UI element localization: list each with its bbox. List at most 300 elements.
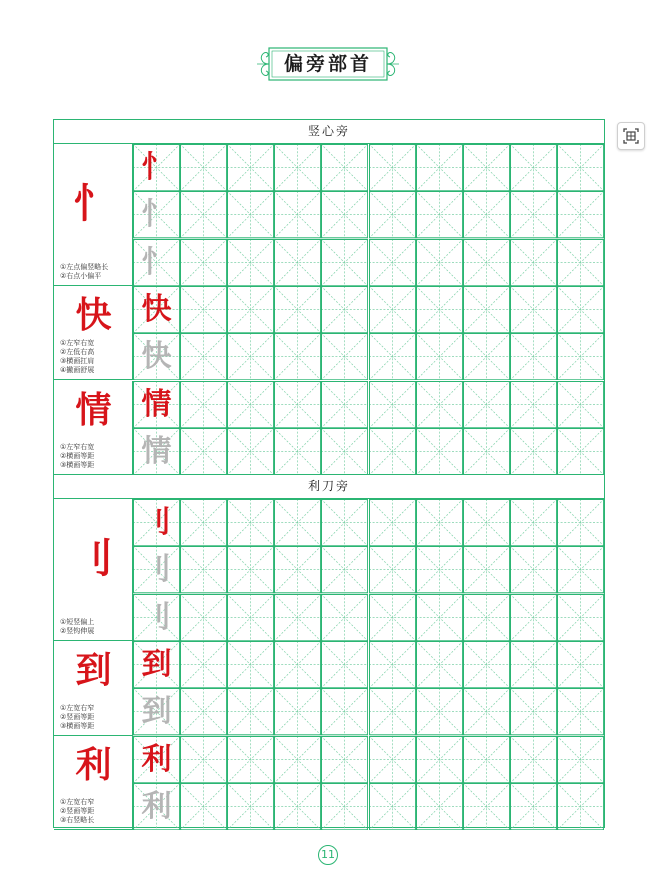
practice-cell[interactable] (557, 499, 604, 546)
mi-grid-guides (416, 333, 463, 380)
mi-grid-guides (510, 736, 557, 783)
stroke-tip: ③横画等距 (60, 721, 95, 730)
mi-grid-guides (369, 499, 416, 546)
mi-grid-guides (510, 688, 557, 735)
mi-grid-guides (369, 428, 416, 475)
practice-cell[interactable] (180, 546, 227, 593)
stroke-tip: ①左点偏竖略长 (60, 262, 109, 271)
practice-cell[interactable] (274, 688, 321, 735)
practice-cell[interactable] (321, 239, 368, 286)
model-character-panel (54, 736, 133, 831)
practice-cell[interactable] (369, 191, 416, 238)
practice-cell-example[interactable] (133, 783, 180, 830)
mi-grid-guides (369, 641, 416, 688)
practice-cell[interactable] (463, 783, 510, 830)
mi-grid-guides (227, 428, 274, 475)
mi-grid-guides (510, 428, 557, 475)
practice-cell-example[interactable] (133, 499, 180, 546)
mi-grid-guides (463, 736, 510, 783)
practice-cell[interactable] (321, 144, 368, 191)
practice-cell[interactable] (557, 239, 604, 286)
practice-cell[interactable] (557, 736, 604, 783)
practice-cell[interactable] (463, 144, 510, 191)
practice-cell[interactable] (416, 594, 463, 641)
model-character-panel (54, 286, 133, 381)
practice-cell[interactable] (321, 381, 368, 428)
practice-cell[interactable] (321, 428, 368, 475)
practice-cell[interactable] (416, 783, 463, 830)
practice-cell[interactable] (557, 286, 604, 333)
mi-grid-guides (180, 783, 227, 830)
practice-cell[interactable] (321, 499, 368, 546)
mi-grid-guides (227, 286, 274, 333)
practice-cell[interactable] (369, 783, 416, 830)
mi-grid-guides (557, 736, 604, 783)
practice-cell[interactable] (369, 286, 416, 333)
mi-grid-guides (369, 736, 416, 783)
practice-cell[interactable] (557, 783, 604, 830)
practice-cell[interactable] (416, 428, 463, 475)
mi-grid-guides (557, 499, 604, 546)
practice-cell[interactable] (557, 641, 604, 688)
mi-grid-guides (557, 144, 604, 191)
mi-grid-guides (180, 428, 227, 475)
trace-character: 到 (141, 694, 172, 730)
mi-grid-guides (416, 144, 463, 191)
stroke-tip: ②横画等距 (60, 452, 95, 461)
practice-cell[interactable] (463, 191, 510, 238)
practice-cell-example[interactable] (133, 546, 180, 593)
practice-cell-example[interactable] (133, 428, 180, 475)
mi-grid-guides (227, 594, 274, 641)
practice-cell[interactable] (227, 428, 274, 475)
stroke-tip: ②竖画等距 (60, 807, 95, 816)
mi-grid-guides (510, 499, 557, 546)
mi-grid-guides (510, 239, 557, 286)
model-character: 利 (75, 743, 112, 786)
practice-cell[interactable] (510, 286, 557, 333)
practice-cell[interactable] (227, 688, 274, 735)
practice-cell[interactable] (227, 736, 274, 783)
practice-cell[interactable] (321, 736, 368, 783)
mi-grid-guides (557, 381, 604, 428)
practice-cell[interactable] (369, 594, 416, 641)
practice-cell[interactable] (321, 688, 368, 735)
trace-character: 刂 (141, 552, 172, 588)
mi-grid-guides (274, 144, 321, 191)
mi-grid-guides (416, 546, 463, 593)
mi-grid-guides (227, 736, 274, 783)
trace-character: 利 (141, 788, 172, 824)
mi-grid-guides (180, 688, 227, 735)
mi-grid-guides (227, 191, 274, 238)
example-character: 快 (141, 291, 172, 327)
practice-cell[interactable] (463, 594, 510, 641)
mi-grid-guides (416, 499, 463, 546)
practice-cell[interactable] (369, 381, 416, 428)
practice-cell[interactable] (227, 783, 274, 830)
mi-grid-guides (274, 688, 321, 735)
mi-grid-guides (180, 191, 227, 238)
practice-cell-example[interactable] (133, 144, 180, 191)
practice-cell[interactable] (557, 688, 604, 735)
trace-character: 忄 (141, 197, 172, 233)
mi-grid-guides (321, 499, 368, 546)
practice-cell[interactable] (510, 546, 557, 593)
model-character: 刂 (73, 534, 114, 582)
mi-grid-guides (369, 546, 416, 593)
practice-cell[interactable] (227, 641, 274, 688)
practice-cell[interactable] (463, 736, 510, 783)
mi-grid-guides (416, 239, 463, 286)
practice-cell[interactable] (510, 239, 557, 286)
practice-cell[interactable] (321, 546, 368, 593)
mi-grid-guides (463, 594, 510, 641)
mi-grid-guides (321, 333, 368, 380)
mi-grid-guides (274, 191, 321, 238)
practice-cell[interactable] (510, 191, 557, 238)
model-character: 到 (75, 649, 112, 692)
mi-grid-guides (321, 736, 368, 783)
practice-cell[interactable] (416, 333, 463, 380)
mi-grid-guides (463, 286, 510, 333)
mi-grid-guides (510, 783, 557, 830)
practice-cell-example[interactable] (133, 191, 180, 238)
stroke-tip: ③横画等距 (60, 461, 95, 470)
mi-grid-guides (180, 333, 227, 380)
practice-cell[interactable] (416, 641, 463, 688)
mi-grid-guides (369, 381, 416, 428)
practice-cell[interactable] (180, 499, 227, 546)
mi-grid-guides (463, 546, 510, 593)
practice-cell[interactable] (557, 594, 604, 641)
example-character: 忄 (141, 150, 172, 185)
practice-cell[interactable] (274, 428, 321, 475)
mi-grid-guides (416, 286, 463, 333)
mi-grid-guides (321, 144, 368, 191)
practice-cell[interactable] (227, 286, 274, 333)
mi-grid-guides (416, 191, 463, 238)
mi-grid-guides (227, 688, 274, 735)
practice-cell[interactable] (557, 428, 604, 475)
practice-cell[interactable] (274, 286, 321, 333)
mi-grid-guides (557, 783, 604, 830)
practice-cell-example[interactable] (133, 381, 180, 428)
mi-grid-guides (510, 546, 557, 593)
mi-grid-guides (510, 191, 557, 238)
model-character: 情 (75, 388, 112, 431)
practice-cell[interactable] (463, 239, 510, 286)
practice-cell[interactable] (416, 381, 463, 428)
practice-cell[interactable] (274, 144, 321, 191)
section-heading: 竖心旁 (54, 120, 604, 144)
practice-cell[interactable] (416, 736, 463, 783)
example-character: 刂 (141, 505, 172, 541)
mi-grid-guides (227, 381, 274, 428)
mi-grid-guides (510, 144, 557, 191)
trace-character: 快 (141, 339, 172, 375)
example-character: 利 (141, 741, 172, 777)
practice-cell[interactable] (227, 239, 274, 286)
practice-cell[interactable] (180, 783, 227, 830)
model-character-panel (54, 499, 133, 641)
practice-cell-example[interactable] (133, 286, 180, 333)
practice-cell[interactable] (274, 333, 321, 380)
practice-cell[interactable] (274, 239, 321, 286)
practice-cell[interactable] (227, 144, 274, 191)
practice-cell[interactable] (274, 736, 321, 783)
mi-grid-guides (463, 641, 510, 688)
mi-grid-guides (369, 688, 416, 735)
practice-cell-example[interactable] (133, 688, 180, 735)
mi-grid-guides (321, 688, 368, 735)
practice-cell[interactable] (510, 783, 557, 830)
mi-grid-guides (180, 381, 227, 428)
mi-grid-guides (321, 783, 368, 830)
mi-grid-guides (369, 191, 416, 238)
practice-cell[interactable] (321, 286, 368, 333)
practice-cell[interactable] (463, 688, 510, 735)
practice-cell[interactable] (274, 499, 321, 546)
practice-cell[interactable] (416, 191, 463, 238)
practice-cell[interactable] (416, 546, 463, 593)
example-character: 到 (141, 647, 172, 682)
mi-grid-guides (321, 239, 368, 286)
practice-cell[interactable] (321, 333, 368, 380)
stroke-tip: ①左宽右窄 (60, 798, 95, 807)
mi-grid-guides (321, 286, 368, 333)
mi-grid-guides (557, 239, 604, 286)
mi-grid-guides (416, 594, 463, 641)
mi-grid-guides (274, 239, 321, 286)
practice-cell[interactable] (369, 239, 416, 286)
mi-grid-guides (557, 641, 604, 688)
practice-cell[interactable] (227, 594, 274, 641)
page-title: 偏旁部首 (283, 53, 372, 75)
practice-cell-example[interactable] (133, 736, 180, 783)
mi-grid-guides (227, 333, 274, 380)
model-character: 忄 (73, 179, 114, 227)
practice-cell[interactable] (180, 333, 227, 380)
practice-cell[interactable] (321, 641, 368, 688)
stroke-tip: ③横画扛肩 (60, 357, 95, 366)
practice-cell[interactable] (416, 144, 463, 191)
mi-grid-guides (274, 428, 321, 475)
practice-cell[interactable] (180, 594, 227, 641)
practice-cell[interactable] (274, 641, 321, 688)
mi-grid-guides (510, 594, 557, 641)
practice-cell[interactable] (369, 144, 416, 191)
practice-cell-example[interactable] (133, 239, 180, 286)
mi-grid-guides (416, 688, 463, 735)
practice-cell-example[interactable] (133, 333, 180, 380)
practice-cell[interactable] (416, 239, 463, 286)
mi-grid-guides (557, 688, 604, 735)
stroke-tip: ①左宽右窄 (60, 703, 95, 712)
mi-grid-guides (557, 191, 604, 238)
practice-cell[interactable] (274, 191, 321, 238)
practice-cell[interactable] (227, 546, 274, 593)
practice-cell[interactable] (557, 144, 604, 191)
practice-cell-example[interactable] (133, 641, 180, 688)
mi-grid-guides (369, 594, 416, 641)
mi-grid-guides (557, 594, 604, 641)
stroke-tip: ②竖画等距 (60, 712, 95, 721)
mi-grid-guides (369, 333, 416, 380)
stroke-tip: ①短竖偏上 (60, 617, 95, 626)
mi-grid-guides (510, 333, 557, 380)
mi-grid-guides (227, 499, 274, 546)
mi-grid-guides (463, 381, 510, 428)
practice-cell[interactable] (369, 546, 416, 593)
mi-grid-guides (463, 428, 510, 475)
mi-grid-guides (180, 239, 227, 286)
practice-cell[interactable] (369, 333, 416, 380)
practice-sheet (53, 119, 605, 828)
example-character: 情 (141, 386, 172, 422)
practice-cell[interactable] (321, 783, 368, 830)
practice-cell[interactable] (369, 641, 416, 688)
mi-grid-guides (321, 428, 368, 475)
mi-grid-guides (180, 546, 227, 593)
trace-character: 情 (141, 433, 172, 469)
practice-cell[interactable] (416, 286, 463, 333)
mi-grid-guides (274, 546, 321, 593)
practice-cell[interactable] (463, 546, 510, 593)
practice-cell[interactable] (274, 594, 321, 641)
model-character: 快 (75, 294, 112, 337)
mi-grid-guides (274, 499, 321, 546)
mi-grid-guides (180, 594, 227, 641)
mi-grid-guides (510, 381, 557, 428)
practice-cell[interactable] (227, 499, 274, 546)
mi-grid-guides (557, 333, 604, 380)
mi-grid-guides (369, 144, 416, 191)
practice-cell[interactable] (369, 428, 416, 475)
mi-grid-guides (274, 286, 321, 333)
practice-cell[interactable] (180, 381, 227, 428)
practice-cell[interactable] (463, 381, 510, 428)
practice-cell[interactable] (321, 594, 368, 641)
practice-cell[interactable] (510, 428, 557, 475)
practice-cell-example[interactable] (133, 594, 180, 641)
practice-cell[interactable] (557, 381, 604, 428)
mi-grid-guides (274, 594, 321, 641)
mi-grid-guides (180, 641, 227, 688)
practice-cell[interactable] (463, 641, 510, 688)
mi-grid-guides (321, 641, 368, 688)
practice-cell[interactable] (180, 191, 227, 238)
practice-cell[interactable] (510, 641, 557, 688)
model-character-panel (54, 381, 133, 476)
mi-grid-guides (463, 144, 510, 191)
practice-cell[interactable] (274, 381, 321, 428)
mi-grid-guides (463, 191, 510, 238)
practice-cell[interactable] (227, 333, 274, 380)
mi-grid-guides (274, 783, 321, 830)
practice-cell[interactable] (463, 499, 510, 546)
practice-cell[interactable] (180, 239, 227, 286)
mi-grid-guides (274, 641, 321, 688)
mi-grid-guides (321, 191, 368, 238)
practice-cell[interactable] (180, 144, 227, 191)
practice-cell[interactable] (416, 688, 463, 735)
trace-character: 刂 (141, 599, 172, 635)
practice-cell[interactable] (510, 144, 557, 191)
section-heading: 利刀旁 (54, 474, 604, 499)
practice-cell[interactable] (227, 191, 274, 238)
mi-grid-guides (463, 239, 510, 286)
mi-grid-guides (180, 286, 227, 333)
practice-cell[interactable] (557, 333, 604, 380)
practice-cell[interactable] (510, 594, 557, 641)
practice-cell[interactable] (416, 499, 463, 546)
practice-cell[interactable] (463, 428, 510, 475)
mi-grid-guides (510, 641, 557, 688)
mi-grid-guides (416, 736, 463, 783)
practice-cell[interactable] (510, 688, 557, 735)
practice-cell[interactable] (510, 333, 557, 380)
mi-grid-guides (274, 736, 321, 783)
practice-cell[interactable] (557, 191, 604, 238)
practice-cell[interactable] (321, 191, 368, 238)
mi-grid-guides (227, 239, 274, 286)
mi-grid-guides (557, 546, 604, 593)
practice-cell[interactable] (557, 546, 604, 593)
page-title-banner (255, 44, 401, 84)
model-character-panel (54, 641, 133, 736)
mi-grid-guides (463, 333, 510, 380)
crop-frame-button[interactable] (617, 122, 645, 150)
mi-grid-guides (180, 736, 227, 783)
practice-cell[interactable] (510, 381, 557, 428)
practice-cell[interactable] (180, 688, 227, 735)
mi-grid-guides (180, 499, 227, 546)
stroke-tip: ③右竖略长 (60, 816, 95, 825)
practice-cell[interactable] (369, 688, 416, 735)
stroke-tip: ①左窄右宽 (60, 443, 95, 452)
practice-cell[interactable] (180, 736, 227, 783)
practice-cell[interactable] (180, 286, 227, 333)
practice-cell[interactable] (510, 736, 557, 783)
mi-grid-guides (463, 688, 510, 735)
mi-grid-guides (463, 499, 510, 546)
mi-grid-guides (321, 594, 368, 641)
practice-cell[interactable] (463, 333, 510, 380)
page-number: 11 (318, 845, 338, 865)
model-character-panel (54, 144, 133, 286)
practice-cell[interactable] (180, 641, 227, 688)
practice-cell[interactable] (274, 546, 321, 593)
practice-cell[interactable] (369, 499, 416, 546)
crop-frame-icon (623, 128, 639, 144)
stroke-tip: ②左低右高 (60, 348, 95, 357)
stroke-tip: ①左窄右宽 (60, 339, 95, 348)
mi-grid-guides (274, 333, 321, 380)
practice-cell[interactable] (180, 428, 227, 475)
practice-cell[interactable] (369, 736, 416, 783)
mi-grid-guides (321, 381, 368, 428)
mi-grid-guides (227, 641, 274, 688)
mi-grid-guides (463, 783, 510, 830)
practice-cell[interactable] (463, 286, 510, 333)
practice-cell[interactable] (510, 499, 557, 546)
practice-cell[interactable] (274, 783, 321, 830)
practice-cell[interactable] (227, 381, 274, 428)
mi-grid-guides (557, 286, 604, 333)
mi-grid-guides (180, 144, 227, 191)
mi-grid-guides (227, 144, 274, 191)
